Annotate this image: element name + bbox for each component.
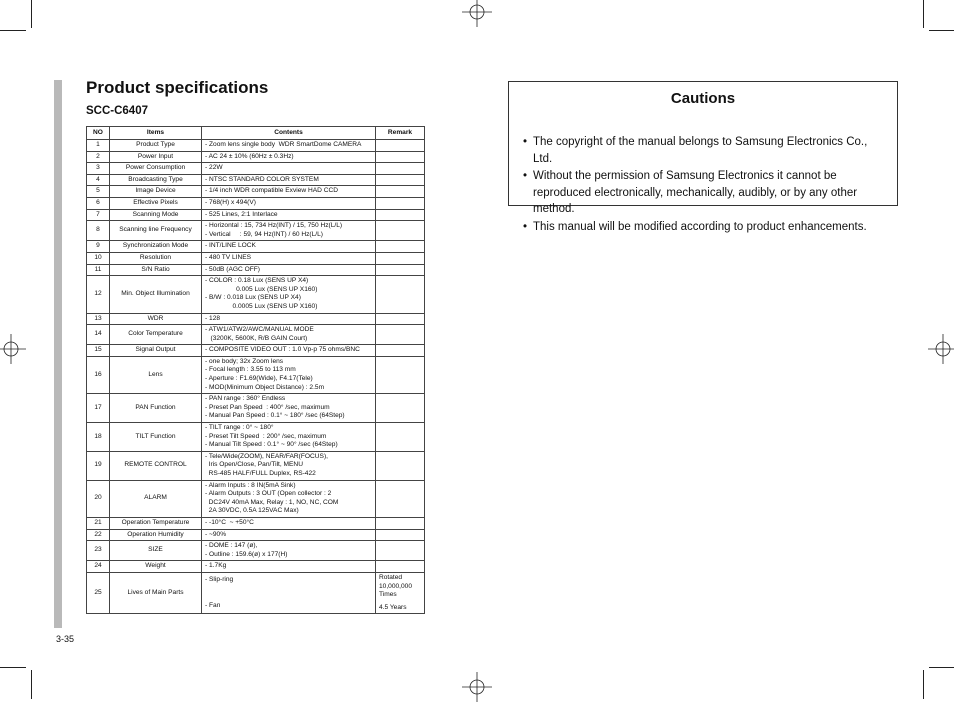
row-item: Weight: [110, 561, 202, 573]
row-item: TILT Function: [110, 423, 202, 452]
row-item: Color Temperature: [110, 325, 202, 345]
row-remark: [376, 356, 425, 393]
caution-text: This manual will be modified according to product enhancements.: [533, 220, 867, 233]
crop-mark: [923, 0, 924, 28]
row-item: WDR: [110, 313, 202, 325]
row-number: 10: [87, 252, 110, 264]
row-item: Product Type: [110, 140, 202, 152]
row-number: 7: [87, 209, 110, 221]
row-item: ALARM: [110, 480, 202, 517]
row-remark: [376, 264, 425, 276]
table-row: [87, 209, 425, 221]
crop-mark: [923, 670, 924, 699]
remark-line: 4.5 Years: [379, 603, 407, 611]
list-item: [523, 134, 889, 167]
row-contents: - Zoom lens single body WDR SmartDome CAMERA: [202, 140, 376, 152]
list-item: [523, 219, 889, 236]
row-remark: [376, 480, 425, 517]
bullet-icon: •: [523, 136, 528, 148]
row-number: 18: [87, 423, 110, 452]
table-row: [87, 423, 425, 452]
row-contents: - 22W: [202, 163, 376, 175]
row-number: 8: [87, 221, 110, 241]
row-contents: - Slip-ring - Fan: [202, 572, 376, 613]
row-number: 11: [87, 264, 110, 276]
row-number: 12: [87, 276, 110, 313]
row-remark: [376, 151, 425, 163]
row-remark: [376, 197, 425, 209]
row-contents: - ~90%: [202, 529, 376, 541]
table-row: [87, 541, 425, 561]
caution-text: Without the permission of Samsung Electronics it cannot be reproduced electronically, mechanically, audibly, or by any other method.: [533, 170, 858, 215]
row-item: Image Device: [110, 186, 202, 198]
row-number: 20: [87, 480, 110, 517]
table-row: [87, 197, 425, 209]
row-number: 17: [87, 394, 110, 423]
crop-mark: [0, 30, 26, 31]
remark-line: Rotated: [379, 573, 403, 581]
row-remark: [376, 174, 425, 186]
table-row: [87, 276, 425, 313]
row-number: 2: [87, 151, 110, 163]
row-remark: [376, 313, 425, 325]
row-number: 16: [87, 356, 110, 393]
table-row: [87, 174, 425, 186]
row-item: Signal Output: [110, 345, 202, 357]
cautions-title: Cautions: [670, 90, 736, 107]
table-row: [87, 252, 425, 264]
column-header-contents: Contents: [202, 127, 376, 140]
table-row: [87, 345, 425, 357]
crop-mark: [0, 667, 26, 668]
row-item: Lens: [110, 356, 202, 393]
row-contents: - -10°C ~ +50°C: [202, 517, 376, 529]
row-number: 5: [87, 186, 110, 198]
row-item: Scanning Mode: [110, 209, 202, 221]
row-contents: - 768(H) x 494(V): [202, 197, 376, 209]
row-contents: - Tele/Wide(ZOOM), NEAR/FAR(FOCUS), Iris Open/Close, Pan/Tilt, MENU RS-485 HALF/FULL Duplex, RS-422: [202, 451, 376, 480]
row-number: 15: [87, 345, 110, 357]
row-remark: [376, 345, 425, 357]
list-item: [523, 168, 889, 218]
column-header-no: NO: [87, 127, 110, 140]
row-remark: [376, 423, 425, 452]
row-remark: [376, 186, 425, 198]
row-remark: [376, 241, 425, 253]
page-title: Product specifications: [86, 78, 269, 97]
row-item: PAN Function: [110, 394, 202, 423]
row-number: 24: [87, 561, 110, 573]
row-contents: - ATW1/ATW2/AWC/MANUAL MODE (3200K, 5600K, R/B GAIN Court): [202, 325, 376, 345]
row-number: 3: [87, 163, 110, 175]
remark-line: Times: [379, 591, 397, 599]
registration-mark-icon: [928, 334, 954, 364]
row-number: 14: [87, 325, 110, 345]
row-number: 25: [87, 572, 110, 613]
crop-mark: [31, 0, 32, 28]
column-header-items: Items: [110, 127, 202, 140]
row-item: REMOTE CONTROL: [110, 451, 202, 480]
row-item: Operation Temperature: [110, 517, 202, 529]
row-remark: [376, 252, 425, 264]
row-item: Operation Humidity: [110, 529, 202, 541]
row-contents: - 480 TV LINES: [202, 252, 376, 264]
row-contents: - TILT range : 0° ~ 180° - Preset Tilt Speed : 200° /sec, maximum - Manual Tilt Speed : 0.1° ~ 90° /sec (64Step): [202, 423, 376, 452]
bullet-icon: •: [523, 170, 528, 182]
row-remark: [376, 140, 425, 152]
row-item: Resolution: [110, 252, 202, 264]
table-row: [87, 394, 425, 423]
row-remark: [376, 451, 425, 480]
row-contents: - INT/LINE LOCK: [202, 241, 376, 253]
row-contents: - 128: [202, 313, 376, 325]
crop-mark: [929, 667, 954, 668]
row-number: 23: [87, 541, 110, 561]
table-row: [87, 264, 425, 276]
column-header-remark: Remark: [376, 127, 425, 140]
row-number: 21: [87, 517, 110, 529]
row-contents: - 50dB (AGC OFF): [202, 264, 376, 276]
row-remark: [376, 561, 425, 573]
table-row: [87, 163, 425, 175]
registration-mark-icon: [462, 0, 492, 27]
row-item: Synchronization Mode: [110, 241, 202, 253]
table-row: [87, 186, 425, 198]
row-remark: [376, 209, 425, 221]
registration-mark-icon: [462, 672, 492, 702]
row-remark: [376, 163, 425, 175]
row-number: 6: [87, 197, 110, 209]
table-body: [87, 140, 425, 614]
row-number: 22: [87, 529, 110, 541]
row-item: Min. Object Illumination: [110, 276, 202, 313]
row-number: 9: [87, 241, 110, 253]
row-remark: [376, 541, 425, 561]
table-row: [87, 451, 425, 480]
row-item: Scanning line Frequency: [110, 221, 202, 241]
row-contents: - Horizontal : 15, 734 Hz(INT) / 15, 750 Hz(L/L) - Vertical : 59, 94 Hz(INT) / 60 Hz(L/L): [202, 221, 376, 241]
row-number: 4: [87, 174, 110, 186]
row-contents: - DOME : 147 (ø), - Outline : 159.6(ø) x 177(H): [202, 541, 376, 561]
row-contents: - PAN range : 360° Endless - Preset Pan Speed : 400° /sec, maximum - Manual Pan Speed : 0.1° ~ 180° /sec (64Step): [202, 394, 376, 423]
row-item: Effective Pixels: [110, 197, 202, 209]
row-remark: [376, 221, 425, 241]
row-contents: - 1/4 inch WDR compatible Exview HAD CCD: [202, 186, 376, 198]
row-remark: [376, 394, 425, 423]
table-row: [87, 325, 425, 345]
table-header-row: [87, 127, 425, 140]
row-contents: - COLOR : 0.18 Lux (SENS UP X4) 0.005 Lux (SENS UP X160) - B/W : 0.018 Lux (SENS UP X4) 0.0005 Lux (SENS UP X160): [202, 276, 376, 313]
row-contents: - Alarm Inputs : 8 IN(5mA Sink) - Alarm Outputs : 3 OUT (Open collector : 2 DC24V 40mA Max, Relay : 1, NO, NC, COM 2A 30VDC, 0.5A 125VAC Max): [202, 480, 376, 517]
remark-line: 10,000,000: [379, 582, 413, 590]
bullet-icon: •: [523, 220, 528, 233]
row-remark: [376, 517, 425, 529]
row-item: Lives of Main Parts: [110, 572, 202, 613]
registration-mark-icon: [0, 334, 26, 364]
page-number: 3-35: [56, 634, 75, 644]
table-row: [87, 313, 425, 325]
table-row: [87, 140, 425, 152]
row-number: 1: [87, 140, 110, 152]
row-item: Power Consumption: [110, 163, 202, 175]
row-contents: - 525 Lines, 2:1 Interlace: [202, 209, 376, 221]
row-number: 19: [87, 451, 110, 480]
table-row: [87, 356, 425, 393]
table-row: [87, 572, 425, 613]
table-row: [87, 241, 425, 253]
row-remark: [376, 325, 425, 345]
row-item: S/N Ratio: [110, 264, 202, 276]
row-contents: - one body; 32x Zoom lens - Focal length : 3.55 to 113 mm - Aperture : F1.69(Wide), F4.17(Tele) - MOD(Minimum Object Distance) : 2.5m: [202, 356, 376, 393]
caution-text: The copyright of the manual belongs to Samsung Electronics Co., Ltd.: [533, 136, 868, 165]
row-remark: [376, 572, 425, 613]
model-number: SCC-C6407: [86, 105, 148, 117]
table-row: [87, 480, 425, 517]
row-number: 13: [87, 313, 110, 325]
row-contents: - 1.7Kg: [202, 561, 376, 573]
row-contents: - AC 24 ± 10% (60Hz ± 0.3Hz): [202, 151, 376, 163]
crop-mark: [31, 670, 32, 699]
crop-mark: [929, 30, 954, 31]
specifications-table: [86, 126, 425, 614]
row-item: Power Input: [110, 151, 202, 163]
row-item: Broadcasting Type: [110, 174, 202, 186]
table-row: [87, 151, 425, 163]
table-row: [87, 517, 425, 529]
row-remark: [376, 276, 425, 313]
page-side-bar: [54, 80, 62, 628]
table-row: [87, 561, 425, 573]
table-row: [87, 221, 425, 241]
row-remark: [376, 529, 425, 541]
cautions-list: [523, 134, 889, 236]
row-contents: - COMPOSITE VIDEO OUT : 1.0 Vp-p 75 ohms/BNC: [202, 345, 376, 357]
row-item: SIZE: [110, 541, 202, 561]
row-contents: - NTSC STANDARD COLOR SYSTEM: [202, 174, 376, 186]
table-row: [87, 529, 425, 541]
cautions-box: [508, 81, 898, 233]
